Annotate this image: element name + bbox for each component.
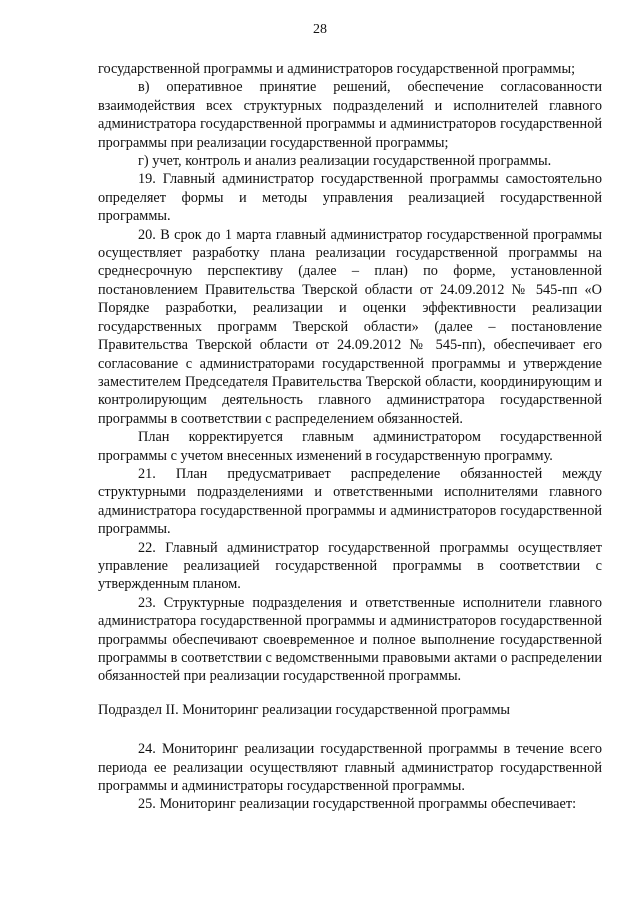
document-body: [98, 60, 602, 814]
paragraph: 25. Мониторинг реализации государственной программы обеспечивает:: [138, 796, 577, 813]
paragraph: государственной программы и администраторов государственной программы;: [98, 61, 576, 77]
page-number: 28: [313, 22, 327, 37]
paragraph: г) учет, контроль и анализ реализации государственной программы.: [138, 153, 552, 170]
paragraph: в) оперативное принятие решений, обеспечение согласованности взаимодействия всех структурных подразделений и исполнителей главного администратора государственной программы и администраторов государственной программы при реализации государственной программы;: [98, 79, 602, 151]
paragraph: 22. Главный администратор государственной программы осуществляет управление реализацией государственной программы в соответствии с утвержденным планом.: [98, 539, 602, 593]
paragraph: 20. В срок до 1 марта главный администратор государственной программы осуществляет разработку плана реализации государственной программы на среднесрочную перспективу (далее – план) по форме, установленной постановлением Правительства Тверской области от 24.09.2012 № 545-пп «О Порядке разработки, реализации и оценки эффективности реализации государственных программ Тверской области» (далее – постановление Правительства Тверской области от 24.09.2012 № 545-пп), обеспечивает его согласование с администраторами государственной программы и утверждение заместителем Председателя Правительства Тверской области, координирующим и контролирующим деятельность главного администратора государственной программы в соответствии с распределением обязанностей.: [98, 226, 602, 427]
paragraph: 24. Мониторинг реализации государственной программы в течение всего периода ее реализации осуществляют главный администратор государственной программы и администраторы государственной программы.: [98, 741, 602, 795]
paragraph: 23. Структурные подразделения и ответственные исполнители главного администратора государственной программы и администраторов государственной программы обеспечивают своевременное и полное выполнение государственной программы в соответствии с ведомственными правовыми актами о распределении обязанностей при реализации государственной программы.: [98, 594, 602, 685]
paragraph: 21. План предусматривает распределение обязанностей между структурными подразделениями и ответственными исполнителями главного администратора государственной программы и администраторов государственной программы.: [98, 465, 602, 538]
paragraph: План корректируется главным администратором государственной программы с учетом внесенных изменений в государственную программу.: [98, 429, 602, 464]
subsection-heading: Подраздел II. Мониторинг реализации государственной программы: [98, 701, 511, 718]
paragraph: 19. Главный администратор государственной программы самостоятельно определяет формы и методы управления реализацией государственной программы.: [98, 171, 602, 225]
